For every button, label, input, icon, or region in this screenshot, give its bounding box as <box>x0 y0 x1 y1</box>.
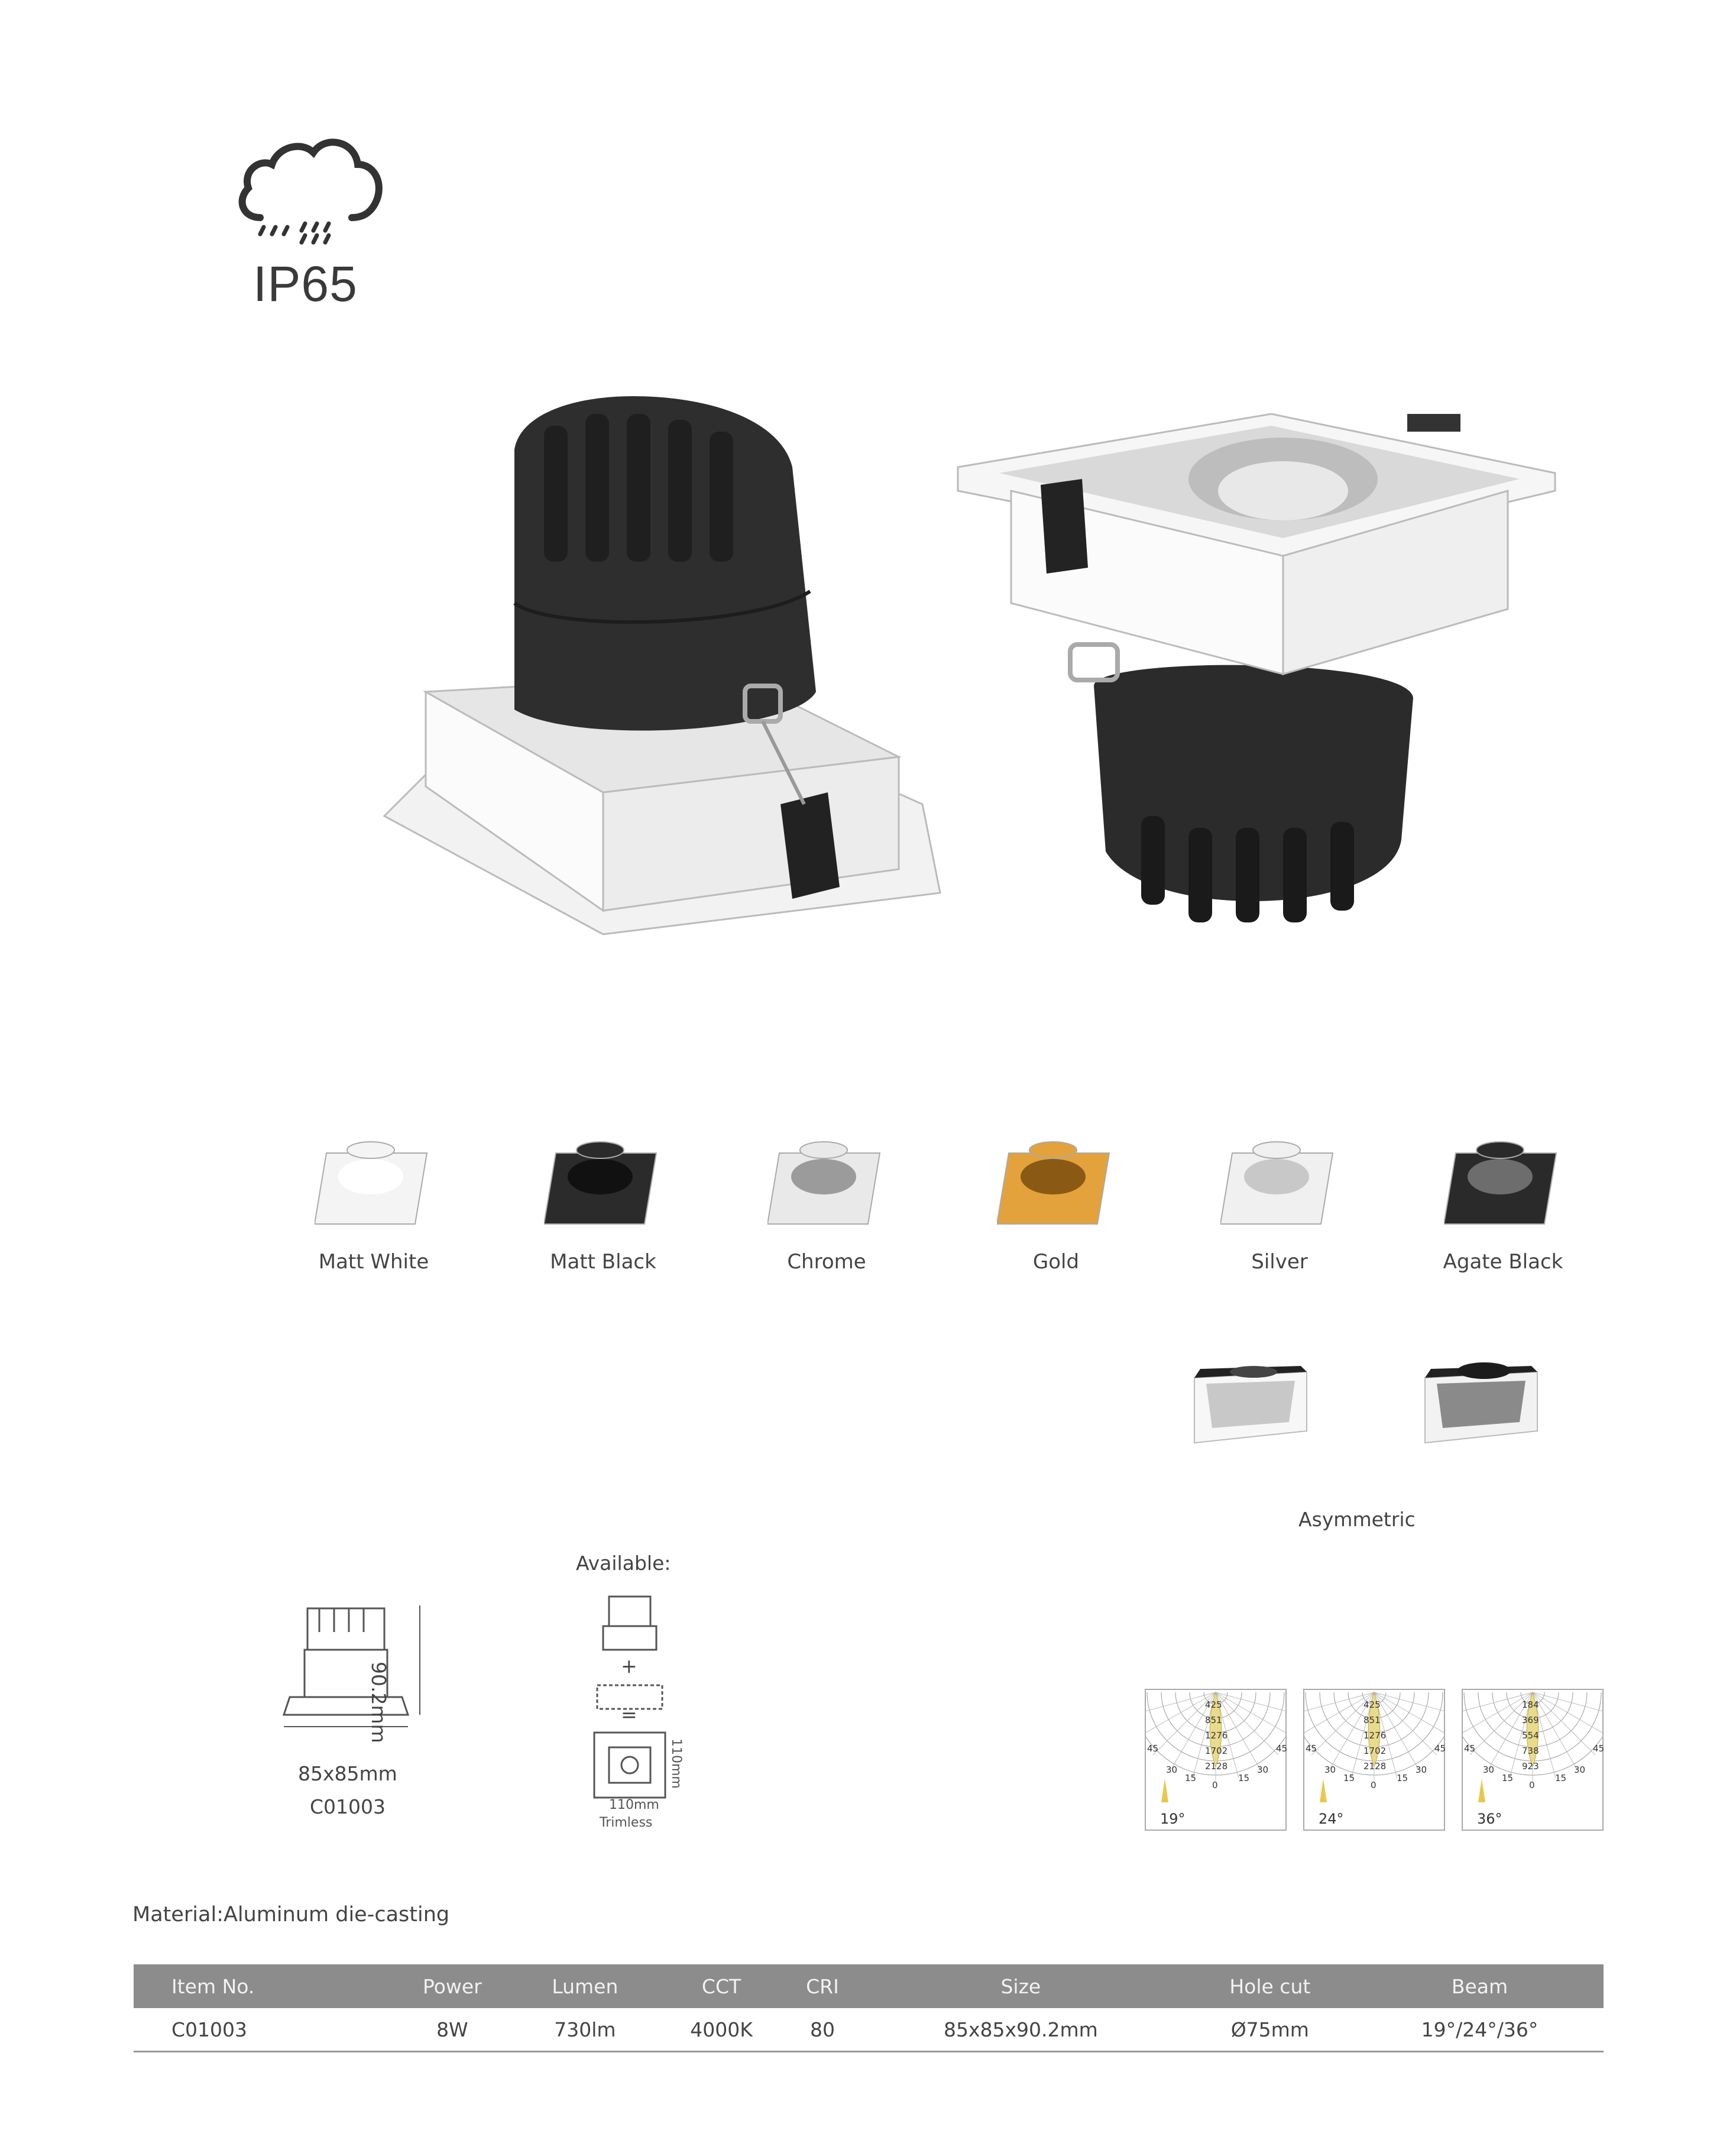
available-height: 110mm <box>669 1738 684 1789</box>
polar-value-label: 1702 <box>1205 1746 1228 1756</box>
polar-axis-label: 0 <box>1212 1780 1218 1790</box>
table-cell: 4000K <box>655 2008 788 2052</box>
finish-label: Gold <box>1032 1250 1080 1274</box>
finish-swatch <box>997 1129 1115 1230</box>
polar-axis-label: 30 <box>1166 1764 1178 1775</box>
finish-label: Chrome <box>787 1250 866 1274</box>
polar-value-label: 1276 <box>1205 1730 1228 1741</box>
polar-axis-label: 30 <box>1324 1764 1336 1775</box>
polar-axis-label: 15 <box>1185 1773 1197 1783</box>
polar-value-label: 738 <box>1522 1746 1539 1756</box>
column-header: Hole cut <box>1184 1964 1356 2008</box>
polar-value-label: 425 <box>1363 1699 1381 1710</box>
finish-label: Matt Black <box>550 1250 656 1274</box>
polar-axis-label: 15 <box>1397 1773 1408 1783</box>
polar-axis-label: 45 <box>1464 1743 1476 1754</box>
column-header: Beam <box>1356 1964 1604 2008</box>
column-header: Lumen <box>515 1964 656 2008</box>
polar-axis-label: 0 <box>1529 1780 1535 1790</box>
ip-rating-label: IP65 <box>253 256 358 312</box>
available-title: Available: <box>576 1552 671 1575</box>
polar-value-label: 425 <box>1205 1699 1222 1710</box>
polar-axis-label: 15 <box>1555 1773 1567 1783</box>
polar-chart <box>1462 1689 1604 1831</box>
available-width: 110mm <box>609 1798 659 1812</box>
polar-axis-label: 0 <box>1371 1780 1377 1790</box>
polar-axis-label: 45 <box>1276 1743 1288 1754</box>
polar-value-label: 1276 <box>1363 1730 1387 1741</box>
table-cell: 80 <box>788 2008 857 2052</box>
polar-value-label: 923 <box>1522 1761 1539 1772</box>
asymmetric-label: Asymmetric <box>1298 1508 1416 1531</box>
spec-table-header <box>134 1964 1604 2008</box>
product-image-front <box>952 390 1567 934</box>
dimension-drawing <box>278 1597 455 1750</box>
beam-angle-label: 36° <box>1477 1811 1502 1827</box>
column-header: Item No. <box>134 1964 390 2008</box>
column-header: Power <box>390 1964 514 2008</box>
column-header: CRI <box>788 1964 857 2008</box>
asymmetric-trim-1 <box>1188 1360 1319 1449</box>
polar-value-label: 851 <box>1363 1715 1381 1725</box>
table-row <box>134 2008 1604 2052</box>
table-cell: 730lm <box>515 2008 656 2052</box>
table-cell: 8W <box>390 2008 514 2052</box>
polar-chart <box>1145 1689 1287 1831</box>
cloud-rain-icon <box>237 129 390 247</box>
finish-label: Matt White <box>318 1250 429 1274</box>
finish-label: Silver <box>1251 1250 1308 1274</box>
table-cell: C01003 <box>134 2008 390 2052</box>
product-image-back <box>378 378 946 946</box>
polar-value-label: 2128 <box>1363 1761 1387 1772</box>
material-text: Material:Aluminum die-casting <box>132 1903 450 1926</box>
ip65-badge <box>237 129 390 259</box>
polar-value-label: 851 <box>1205 1715 1222 1725</box>
polar-axis-label: 45 <box>1306 1743 1317 1754</box>
table-cell: 19°/24°/36° <box>1356 2008 1604 2052</box>
polar-axis-label: 45 <box>1147 1743 1159 1754</box>
polar-chart <box>1303 1689 1445 1831</box>
available-caption: Trimless <box>600 1815 653 1830</box>
polar-value-label: 554 <box>1522 1730 1539 1741</box>
available-equals: = <box>621 1703 637 1726</box>
polar-value-label: 369 <box>1522 1715 1539 1725</box>
polar-axis-label: 15 <box>1502 1773 1514 1783</box>
polar-axis-label: 15 <box>1238 1773 1250 1783</box>
table-cell: Ø75mm <box>1184 2008 1356 2052</box>
polar-axis-label: 30 <box>1483 1764 1495 1775</box>
finish-swatch <box>1220 1129 1339 1230</box>
polar-axis-label: 30 <box>1416 1764 1427 1775</box>
polar-axis-label: 45 <box>1434 1743 1446 1754</box>
asymmetric-trim-2 <box>1419 1354 1549 1449</box>
polar-axis-label: 30 <box>1574 1764 1586 1775</box>
spec-table <box>134 1964 1604 2052</box>
beam-angle-label: 19° <box>1160 1811 1186 1827</box>
polar-value-label: 184 <box>1522 1699 1539 1710</box>
column-header: CCT <box>655 1964 788 2008</box>
beam-angle-label: 24° <box>1319 1811 1344 1827</box>
polar-axis-label: 15 <box>1343 1773 1355 1783</box>
table-cell: 85x85x90.2mm <box>857 2008 1184 2052</box>
polar-axis-label: 45 <box>1593 1743 1605 1754</box>
column-header: Size <box>857 1964 1184 2008</box>
model-code: C01003 <box>310 1795 386 1818</box>
polar-value-label: 2128 <box>1205 1761 1228 1772</box>
finish-swatch <box>315 1129 433 1230</box>
available-plus: + <box>621 1654 637 1678</box>
dimension-size: 85x85mm <box>298 1762 397 1785</box>
polar-axis-label: 30 <box>1257 1764 1269 1775</box>
finish-swatch <box>767 1129 886 1230</box>
finish-swatch <box>544 1129 662 1230</box>
finish-label: Agate Black <box>1443 1250 1563 1274</box>
finish-swatch <box>1444 1129 1562 1230</box>
dimension-height: 90.2mm <box>367 1662 390 1743</box>
polar-value-label: 1702 <box>1363 1746 1387 1756</box>
